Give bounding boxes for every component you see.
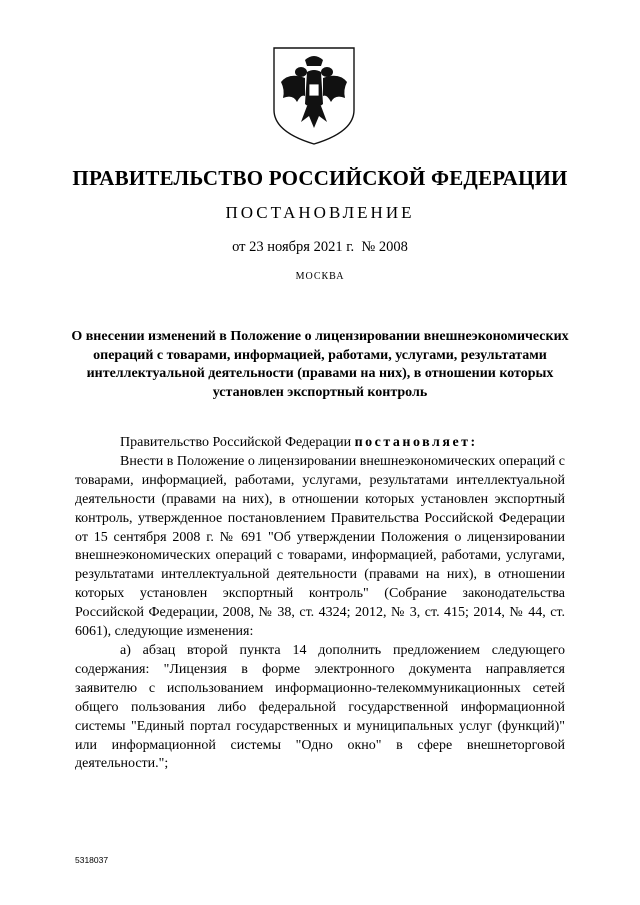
document-date: от 23 ноября 2021 г. [232,239,355,255]
preamble [75,434,565,453]
preamble-decree: постановляет: [354,435,478,450]
date-number-line [0,239,640,256]
document-type: ПОСТАНОВЛЕНИЕ [225,203,415,222]
preamble-prefix: Правительство Российской Федерации [120,435,355,450]
document-body [75,434,565,774]
paragraph-a: а) абзац второй пункта 14 дополнить предложением следующего содержания: "Лицензия в форме электронного документа направляется заявителю с использованием информационно-телекоммуникационных сетей общего пользования либо федеральной государственной информационной системы "Единый портал государственных и муниципальных услуг (функций)" или информационной системы "Одно окно" в сфере внешнеторговой деятельности."; [75,642,565,772]
russian-coat-of-arms-icon [271,46,357,146]
issuing-authority: ПРАВИТЕЛЬСТВО РОССИЙСКОЙ ФЕДЕРАЦИИ [72,166,568,190]
paragraph-amendments: Внести в Положение о лицензировании внешнеэкономических операций с товарами, информацией, работами, услугами, результатами интеллектуальной деятельности (правами на них), в отношении которых установлен экспортный контроль, утвержденное постановлением Правительства Российской Федерации от 15 сентября 2008 г. № 691 "Об утверждении Положения о лицензировании внешнеэкономических операций с товарами, информацией, работами, услугами, результатами интеллектуальной деятельности (правами на них), в отношении которых установлен экспортный контроль" (Собрание законодательства Российской Федерации, 2008, № 38, ст. 4324; 2012, № 3, ст. 415; 2014, № 44, ст. 6061), следующие изменения: [75,453,565,640]
document-number: 2008 [378,239,408,255]
city: МОСКВА [295,271,345,282]
emblem [271,46,357,146]
number-sign: № [361,239,376,255]
document-title: О внесении изменений в Положение о лицензировании внешнеэкономических операций с товарами, информацией, работами, услугами, результатами интеллектуальной деятельности (правами на них), в отношении которых установлен экспортный контроль [71,329,569,400]
footer-code: 5318037 [75,855,109,865]
